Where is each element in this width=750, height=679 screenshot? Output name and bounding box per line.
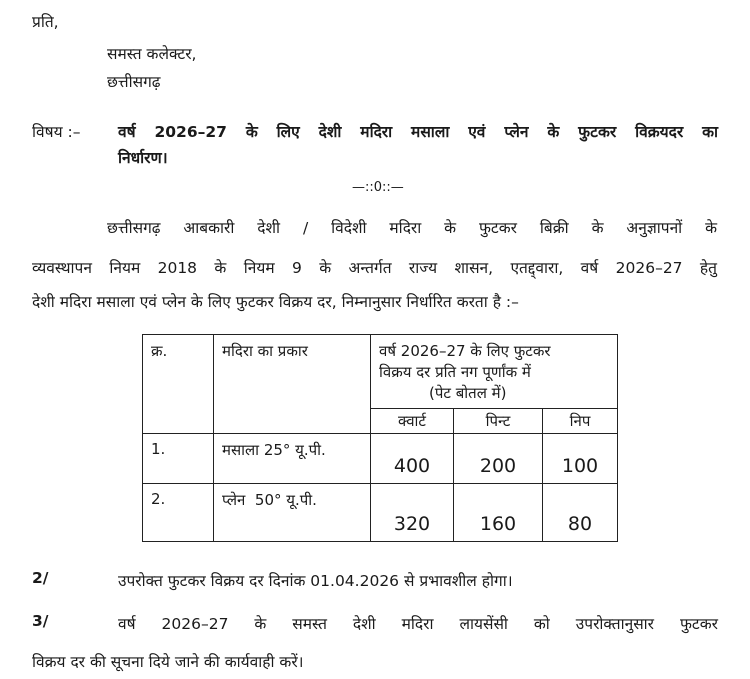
row-quart-rate: 400 [371,434,454,484]
header-serial: क्र. [143,335,214,434]
recipient-line-2: छत्तीसगढ़ [107,73,161,91]
recipient-line-1: समस्त कलेक्टर, [107,45,197,63]
row-nip-rate: 80 [543,484,618,542]
row-nip-rate: 100 [543,434,618,484]
header-rate-line-3: (पेट बोतल में) [429,384,507,402]
row-serial: 2. [143,484,214,542]
header-rate-line-2: विक्रय दर प्रति नग पूर्णांक में [379,363,531,381]
row-quart-rate: 320 [371,484,454,542]
paragraph-1-line-3: देशी मदिरा मसाला एवं प्लेन के लिए फुटकर विक्रय दर, निम्नानुसार निर्धारित करता है :– [32,293,519,311]
salutation-to: प्रति, [32,13,59,31]
point-3-line-1: वर्ष 2026–27 के समस्त देशी मदिरा लायसेंसी को उपरोक्तानुसार फुटकर [118,615,718,633]
point-3-line-2: विक्रय दर की सूचना दिये जाने की कार्यवाही करें। [32,653,304,671]
paragraph-1-line-1: छत्तीसगढ़ आबकारी देशी / विदेशी मदिरा के फुटकर बिक्री के अनुज्ञापनों के [107,219,717,237]
point-3-number: 3/ [32,612,49,630]
subject-label: विषय :– [32,123,81,141]
table-row [143,484,618,542]
subheader-nip: निप [543,409,618,434]
paragraph-1-line-2: व्यवस्थापन नियम 2018 के नियम 9 के अन्तर्गत राज्य शासन, एतद्द्वारा, वर्ष 2026–27 हेतु [32,259,717,277]
header-liquor-type: मदिरा का प्रकार [214,335,371,434]
row-liquor-type: मसाला 25° यू.पी. [214,434,371,484]
subject-line-1: वर्ष 2026–27 के लिए देशी मदिरा मसाला एवं प्लेन के फुटकर विक्रयदर का [118,123,718,141]
table-row [143,434,618,484]
point-2-text: उपरोक्त फुटकर विक्रय दर दिनांक 01.04.2026 से प्रभावशील होगा। [118,572,513,590]
rate-table [142,334,618,542]
row-pint-rate: 160 [454,484,543,542]
header-rate-line-1: वर्ष 2026–27 के लिए फुटकर [379,342,551,360]
header-rate [371,335,618,409]
row-pint-rate: 200 [454,434,543,484]
row-serial: 1. [143,434,214,484]
row-liquor-type: प्लेन 50° यू.पी. [214,484,371,542]
divider: —::0::— [352,180,404,195]
subheader-quart: क्वार्ट [371,409,454,434]
subheader-pint: पिन्ट [454,409,543,434]
point-2-number: 2/ [32,569,49,587]
subject-line-2: निर्धारण। [118,149,168,167]
